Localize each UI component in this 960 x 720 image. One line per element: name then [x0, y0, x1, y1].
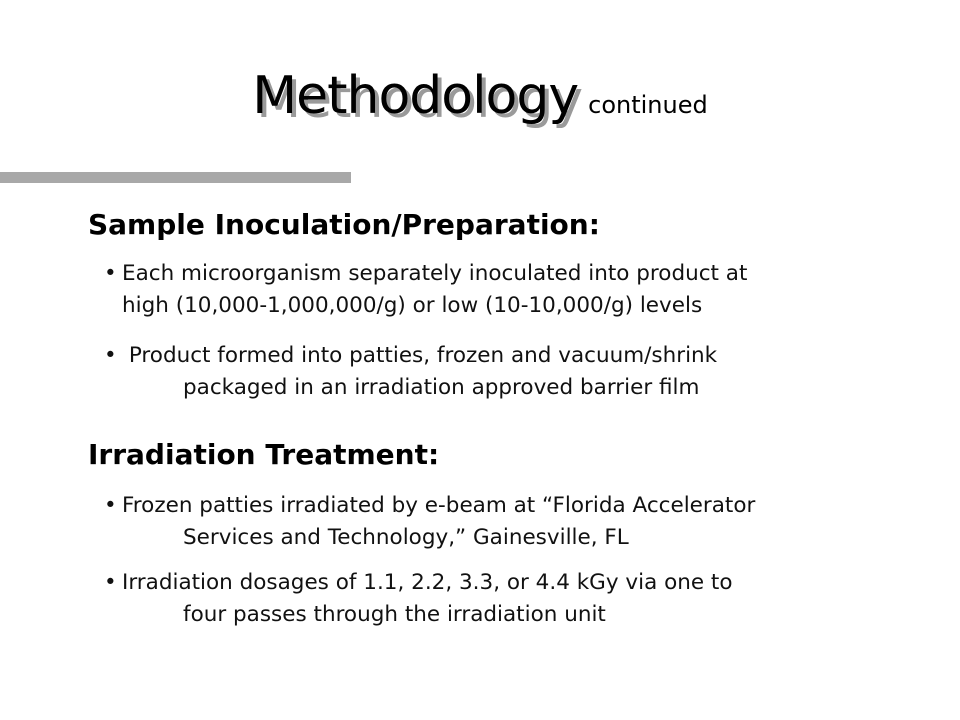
bullet-item [104, 258, 864, 322]
bullet-line: Product formed into patties, frozen and vacuum/shrink [122, 343, 718, 368]
section-heading-irradiation: Irradiation Treatment: [88, 438, 440, 471]
title-subtitle: continued [588, 91, 708, 119]
slide-title [0, 66, 960, 126]
bullet-item [104, 567, 864, 631]
bullet-dot-icon: • [104, 570, 117, 595]
bullet-line: Each microorganism separately inoculated into product at [122, 261, 748, 286]
bullet-dot-icon: • [104, 343, 117, 368]
bullet-line-continued: Services and Technology,” Gainesville, FL [183, 525, 629, 550]
section-heading-inoculation: Sample Inoculation/Preparation: [88, 208, 600, 241]
bullet-item [104, 340, 864, 404]
bullet-line-continued: high (10,000-1,000,000/g) or low (10-10,000/g) levels [122, 293, 703, 318]
bullet-line: Irradiation dosages of 1.1, 2.2, 3.3, or 4.4 kGy via one to [122, 570, 733, 595]
bullet-line-continued: packaged in an irradiation approved barrier film [183, 375, 700, 400]
bullet-item [104, 490, 864, 554]
bullet-line-continued: four passes through the irradiation unit [183, 602, 606, 627]
bullet-dot-icon: • [104, 493, 117, 518]
bullet-dot-icon: • [104, 261, 117, 286]
title-main: Methodology [252, 66, 579, 126]
title-divider-bar [0, 172, 351, 183]
bullet-line: Frozen patties irradiated by e-beam at “Florida Accelerator [122, 493, 756, 518]
